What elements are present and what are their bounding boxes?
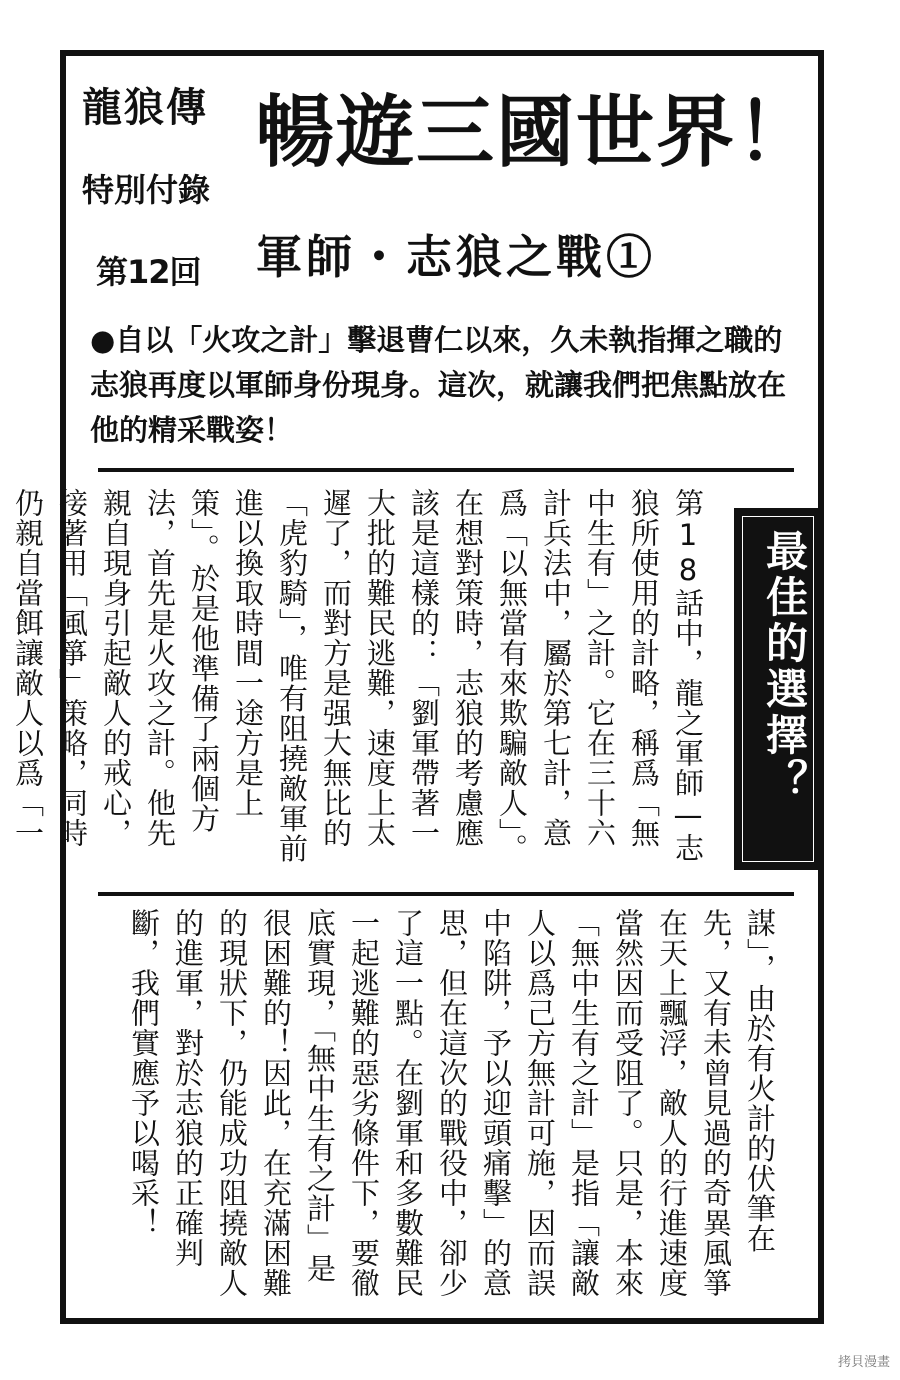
supplement-label: 特別付錄 — [82, 171, 211, 209]
brand-title: 龍狼傳 — [82, 84, 208, 131]
divider-upper — [98, 468, 794, 472]
divider-lower — [98, 892, 794, 896]
section-heading-box — [734, 508, 822, 870]
episode-label: 第12回 — [96, 253, 201, 291]
intro-paragraph: ●自以「火攻之計」擊退曹仁以來，久未執指揮之職的志狼再度以軍師身份現身。這次，就讓我們把焦點放在他的精采戰姿！ — [90, 323, 787, 447]
main-title: 暢遊三國世界！ — [256, 87, 817, 178]
article-lower-text: 謀」，由於有火計的伏筆在先，又有未曾見過的奇異風箏在天上飄浮，敵人的行進速度當然因而受阻了。只是，本來「無中生有之計」是指「讓敵人以爲己方無計可施，因而誤中陷阱，予以迎頭痛擊」的意思，但在這次的戰役中，卻少了這一點。在劉軍和多數難民一起逃難的惡劣條件下，要徹底實現，「無中生有之計」是很困難的！因此，在充滿困難的現狀下，仍能成功阻撓敵人的進軍，對於志狼的正確判斷，我們實應予以喝采！ — [127, 908, 777, 1298]
page-frame — [11, 50, 824, 1324]
section-heading: 最佳的選擇？ — [760, 529, 809, 805]
article-upper-text: 第18話中，龍之軍師—志狼所使用的計略，稱爲「無中生有」之計。它在三十六計兵法中，屬於第七計，意爲「以無當有來欺騙敵人」。在想對策時，志狼的考慮應該是這樣的：「劉軍帶著一大批的難民逃難，速度上太遲了，而對方是强大無比的「虎豹騎」，唯有阻撓敵軍前進以換取時間一途方是上策」。於是他準備了兩個方法，首先是火攻之計。他先親自現身引起敵人的戒心，接著用「風箏」策略，同時仍親自當餌讓敵人以爲「一 — [11, 488, 705, 864]
subtitle: 軍師・志狼之戰① — [256, 230, 656, 284]
watermark: 拷貝漫畫 — [837, 1355, 890, 1370]
